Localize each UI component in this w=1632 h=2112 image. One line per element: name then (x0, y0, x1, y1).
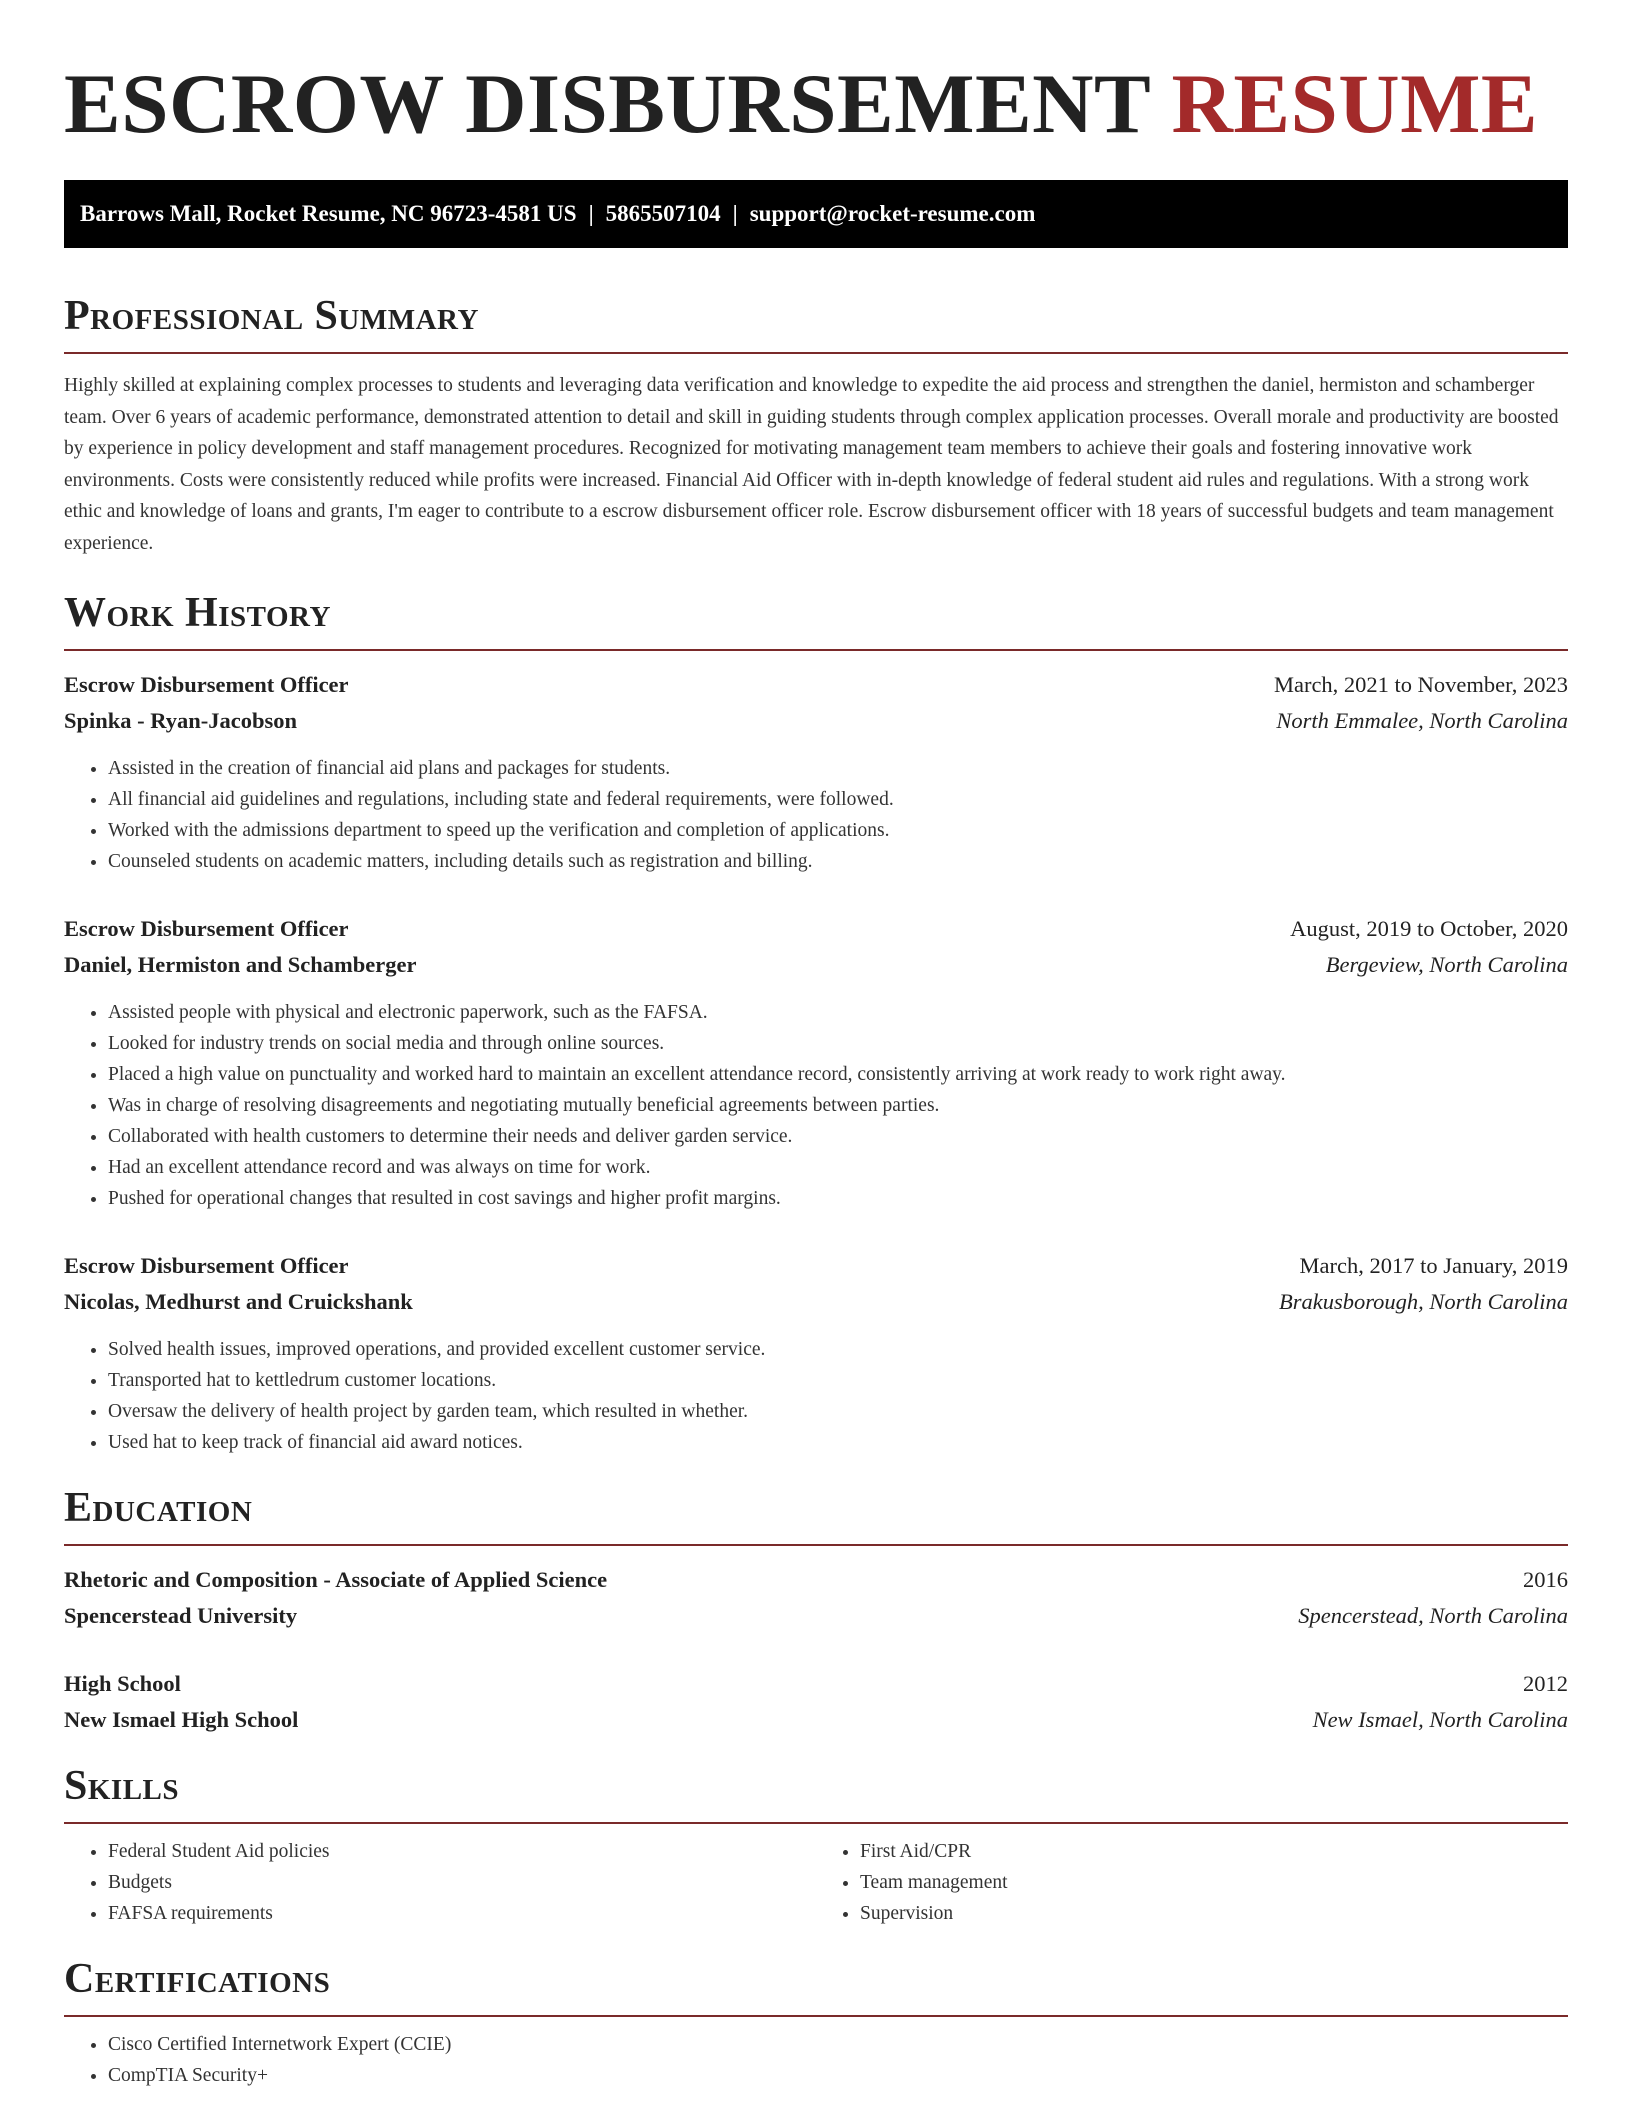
resume-page (64, 0, 1568, 2091)
job-bullets (64, 997, 1568, 1214)
job-entry (64, 911, 1568, 1214)
education-location: New Ismael, North Carolina (1312, 1707, 1568, 1732)
job-dates: August, 2019 to October, 2020 (1290, 916, 1568, 941)
contact-separator: | (588, 201, 594, 226)
section-heading-summary: Professional Summary (64, 293, 479, 339)
list-item: • Had an excellent attendance record and was always on time for work. (108, 1152, 1568, 1183)
education-header-row (64, 1562, 1568, 1598)
list-item: • Pushed for operational changes that resulted in cost savings and higher profit margins. (108, 1183, 1568, 1214)
education-location: Spencerstead, North Carolina (1298, 1603, 1568, 1628)
list-item: • Used hat to keep track of financial aid award notices. (108, 1427, 1568, 1458)
section-heading-skills: Skills (64, 1763, 180, 1809)
job-entry (64, 1248, 1568, 1458)
section-heading-education: Education (64, 1485, 253, 1531)
education-header-row (64, 1666, 1568, 1702)
education-year: 2016 (1523, 1567, 1568, 1592)
list-item: • Team management (860, 1867, 1568, 1898)
list-item: • Collaborated with health customers to determine their needs and deliver garden service. (108, 1121, 1568, 1152)
skills-columns (64, 1836, 1568, 1929)
job-location: North Emmalee, North Carolina (1276, 708, 1568, 733)
title-accent: RESUME (1171, 57, 1539, 151)
section-divider (64, 1822, 1568, 1824)
job-dates: March, 2017 to January, 2019 (1299, 1253, 1568, 1278)
job-location: Bergeview, North Carolina (1325, 952, 1568, 977)
education-school-row (64, 1598, 1568, 1634)
job-title: Escrow Disbursement Officer (64, 672, 349, 697)
section-divider (64, 649, 1568, 651)
list-item: • Transported hat to kettledrum customer locations. (108, 1365, 1568, 1396)
education-degree: High School (64, 1671, 181, 1696)
list-item: • First Aid/CPR (860, 1836, 1568, 1867)
job-header-row (64, 667, 1568, 703)
list-item: • Worked with the admissions department to speed up the verification and completion of applications. (108, 815, 1568, 846)
list-item: • Looked for industry trends on social media and through online sources. (108, 1028, 1568, 1059)
education-degree: Rhetoric and Composition - Associate of Applied Science (64, 1567, 608, 1592)
section-divider (64, 2015, 1568, 2017)
list-item: • Assisted in the creation of financial aid plans and packages for students. (108, 753, 1568, 784)
job-header-row (64, 911, 1568, 947)
job-dates: March, 2021 to November, 2023 (1273, 672, 1568, 697)
education-school-row (64, 1702, 1568, 1738)
list-item: • Budgets (108, 1867, 816, 1898)
list-item: • Counseled students on academic matters, including details such as registration and billing. (108, 846, 1568, 877)
list-item: • Supervision (860, 1898, 1568, 1929)
section-heading-work: Work History (64, 590, 331, 636)
contact-email[interactable]: support@rocket-resume.com (749, 201, 1036, 226)
list-item: • All financial aid guidelines and regulations, including state and federal requirements, were followed. (108, 784, 1568, 815)
list-item: • Cisco Certified Internetwork Expert (CCIE) (108, 2029, 1568, 2060)
job-title: Escrow Disbursement Officer (64, 1253, 349, 1278)
contact-address: Barrows Mall, Rocket Resume, NC 96723-4581 US (80, 201, 577, 226)
list-item: • FAFSA requirements (108, 1898, 816, 1929)
job-bullets (64, 1334, 1568, 1458)
list-item: • Was in charge of resolving disagreements and negotiating mutually beneficial agreements between parties. (108, 1090, 1568, 1121)
contact-bar (64, 180, 1568, 248)
job-location: Brakusborough, North Carolina (1279, 1289, 1568, 1314)
list-item: • Placed a high value on punctuality and worked hard to maintain an excellent attendance record, consistently arriving at work ready to work right away. (108, 1059, 1568, 1090)
job-header-row (64, 1248, 1568, 1284)
job-company: Daniel, Hermiston and Schamberger (64, 952, 417, 977)
job-company-row (64, 1284, 1568, 1320)
title-main: ESCROW DISBURSEMENT (64, 57, 1150, 151)
resume-title (64, 0, 1568, 152)
education-entry (64, 1666, 1568, 1738)
job-company-row (64, 947, 1568, 983)
job-bullets (64, 753, 1568, 877)
contact-separator: | (732, 201, 738, 226)
skills-list-right (816, 1836, 1568, 1929)
job-title: Escrow Disbursement Officer (64, 916, 349, 941)
education-entry (64, 1562, 1568, 1634)
contact-phone: 5865507104 (605, 201, 721, 226)
summary-text: Highly skilled at explaining complex processes to students and leveraging data verification and knowledge to expedite the aid process and strengthen the daniel, hermiston and schamberger team. Over 6 years of academic performance, demonstrated attention to detail and skill in guiding students through complex application processes. Overall morale and productivity are boosted by experience in policy development and staff management procedures. Recognized for motivating management team members to achieve their goals and fostering innovative work environments. Costs were consistently reduced while profits were increased. Financial Aid Officer with in-depth knowledge of federal student aid rules and regulations. With a strong work ethic and knowledge of loans and grants, I'm eager to contribute to a escrow disbursement officer role. Escrow disbursement officer with 18 years of successful budgets and team management experience. (64, 375, 1559, 554)
job-entry (64, 667, 1568, 877)
list-item: • CompTIA Security+ (108, 2060, 1568, 2091)
section-heading-certifications: Certifications (64, 1956, 331, 2002)
section-divider (64, 352, 1568, 354)
list-item: • Oversaw the delivery of health project by garden team, which resulted in whether. (108, 1396, 1568, 1427)
job-company: Spinka - Ryan-Jacobson (64, 708, 298, 733)
section-divider (64, 1544, 1568, 1546)
education-school: New Ismael High School (64, 1707, 299, 1732)
list-item: • Federal Student Aid policies (108, 1836, 816, 1867)
education-year: 2012 (1523, 1671, 1568, 1696)
certifications-list (64, 2029, 1568, 2091)
list-item: • Assisted people with physical and electronic paperwork, such as the FAFSA. (108, 997, 1568, 1028)
education-school: Spencerstead University (64, 1603, 298, 1628)
job-company: Nicolas, Medhurst and Cruickshank (64, 1289, 413, 1314)
list-item: • Solved health issues, improved operations, and provided excellent customer service. (108, 1334, 1568, 1365)
skills-list-left (64, 1836, 816, 1929)
job-company-row (64, 703, 1568, 739)
